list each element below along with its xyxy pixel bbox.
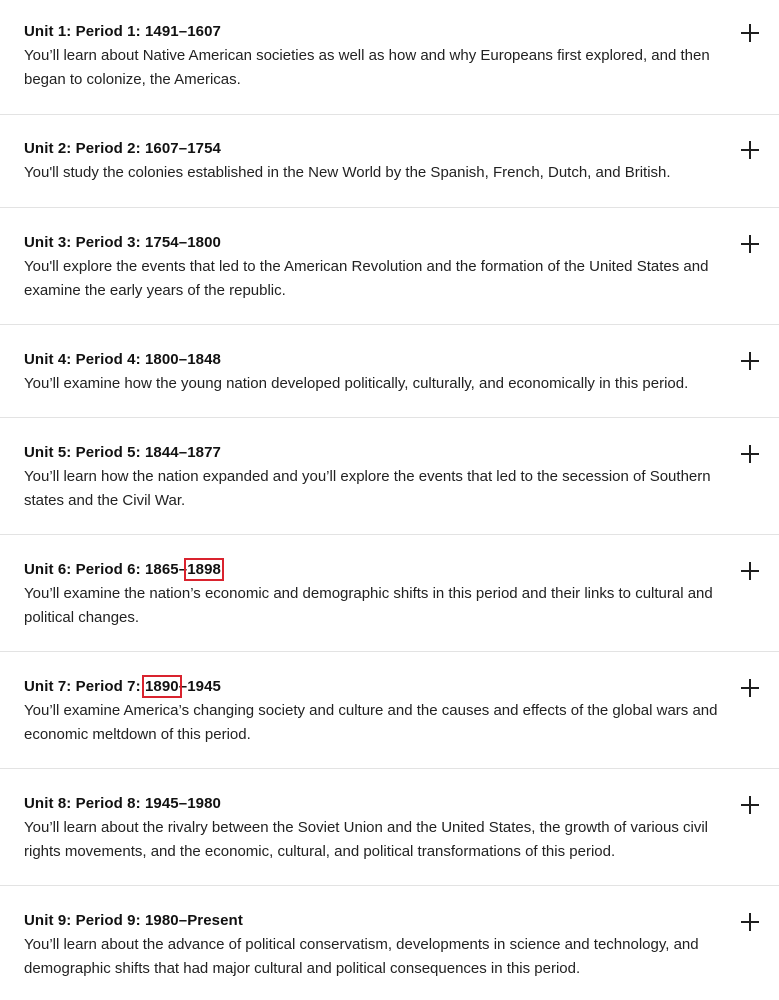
title-text: –1945 — [178, 678, 221, 695]
unit-2[interactable] — [0, 115, 779, 208]
unit-title: Unit 5: Period 5: 1844–1877 — [24, 444, 221, 461]
title-text: Unit 6: Period 6: 1865– — [24, 561, 188, 578]
expand-plus-icon[interactable] — [741, 352, 759, 370]
expand-plus-icon[interactable] — [741, 141, 759, 159]
unit-title: Unit 3: Period 3: 1754–1800 — [24, 234, 221, 251]
unit-description: You’ll learn about Native American societies as well as how and why Europeans first explored, and then began to colonize, the Americas. — [24, 47, 710, 88]
expand-plus-icon[interactable] — [741, 679, 759, 697]
highlighted-year: 1898 — [187, 561, 221, 578]
unit-5[interactable] — [0, 418, 779, 535]
unit-description: You’ll learn about the advance of political conservatism, developments in science and technology, and demographic shifts that had major cultural and political consequences in this period. — [24, 936, 699, 977]
unit-title: Unit 9: Period 9: 1980–Present — [24, 912, 243, 929]
unit-description: You’ll examine the nation’s economic and demographic shifts in this period and their links to cultural and political changes. — [24, 585, 713, 626]
unit-title: Unit 2: Period 2: 1607–1754 — [24, 140, 221, 157]
unit-description: You’ll learn about the rivalry between the Soviet Union and the United States, the growth of various civil rights movements, and the economic, cultural, and political transformations of this period. — [24, 819, 709, 860]
unit-description: You'll explore the events that led to the American Revolution and the formation of the United States and examine the early years of the republic. — [24, 258, 709, 299]
expand-plus-icon[interactable] — [741, 796, 759, 814]
unit-9[interactable] — [0, 886, 779, 1000]
title-text: Unit 7: Period 7: — [24, 678, 145, 695]
unit-title — [24, 560, 719, 580]
expand-plus-icon[interactable] — [741, 913, 759, 931]
unit-8[interactable] — [0, 769, 779, 886]
unit-4[interactable] — [0, 325, 779, 418]
unit-3[interactable] — [0, 208, 779, 325]
unit-7[interactable] — [0, 652, 779, 769]
unit-title: Unit 8: Period 8: 1945–1980 — [24, 795, 221, 812]
unit-description: You’ll examine how the young nation developed politically, culturally, and economically in this period. — [24, 375, 689, 392]
expand-plus-icon[interactable] — [741, 235, 759, 253]
unit-1[interactable] — [0, 0, 779, 115]
unit-description: You'll study the colonies established in the New World by the Spanish, French, Dutch, and British. — [24, 164, 671, 181]
unit-title: Unit 4: Period 4: 1800–1848 — [24, 351, 221, 368]
expand-plus-icon[interactable] — [741, 24, 759, 42]
expand-plus-icon[interactable] — [741, 445, 759, 463]
unit-title — [24, 677, 719, 697]
unit-description: You’ll learn how the nation expanded and you’ll explore the events that led to the secession of Southern states and the Civil War. — [24, 468, 711, 509]
unit-title: Unit 1: Period 1: 1491–1607 — [24, 23, 221, 40]
unit-6[interactable] — [0, 535, 779, 652]
expand-plus-icon[interactable] — [741, 562, 759, 580]
highlighted-year: 1890 — [144, 678, 179, 695]
unit-description: You’ll examine America’s changing society and culture and the causes and effects of the global wars and economic meltdown of this period. — [24, 702, 718, 743]
